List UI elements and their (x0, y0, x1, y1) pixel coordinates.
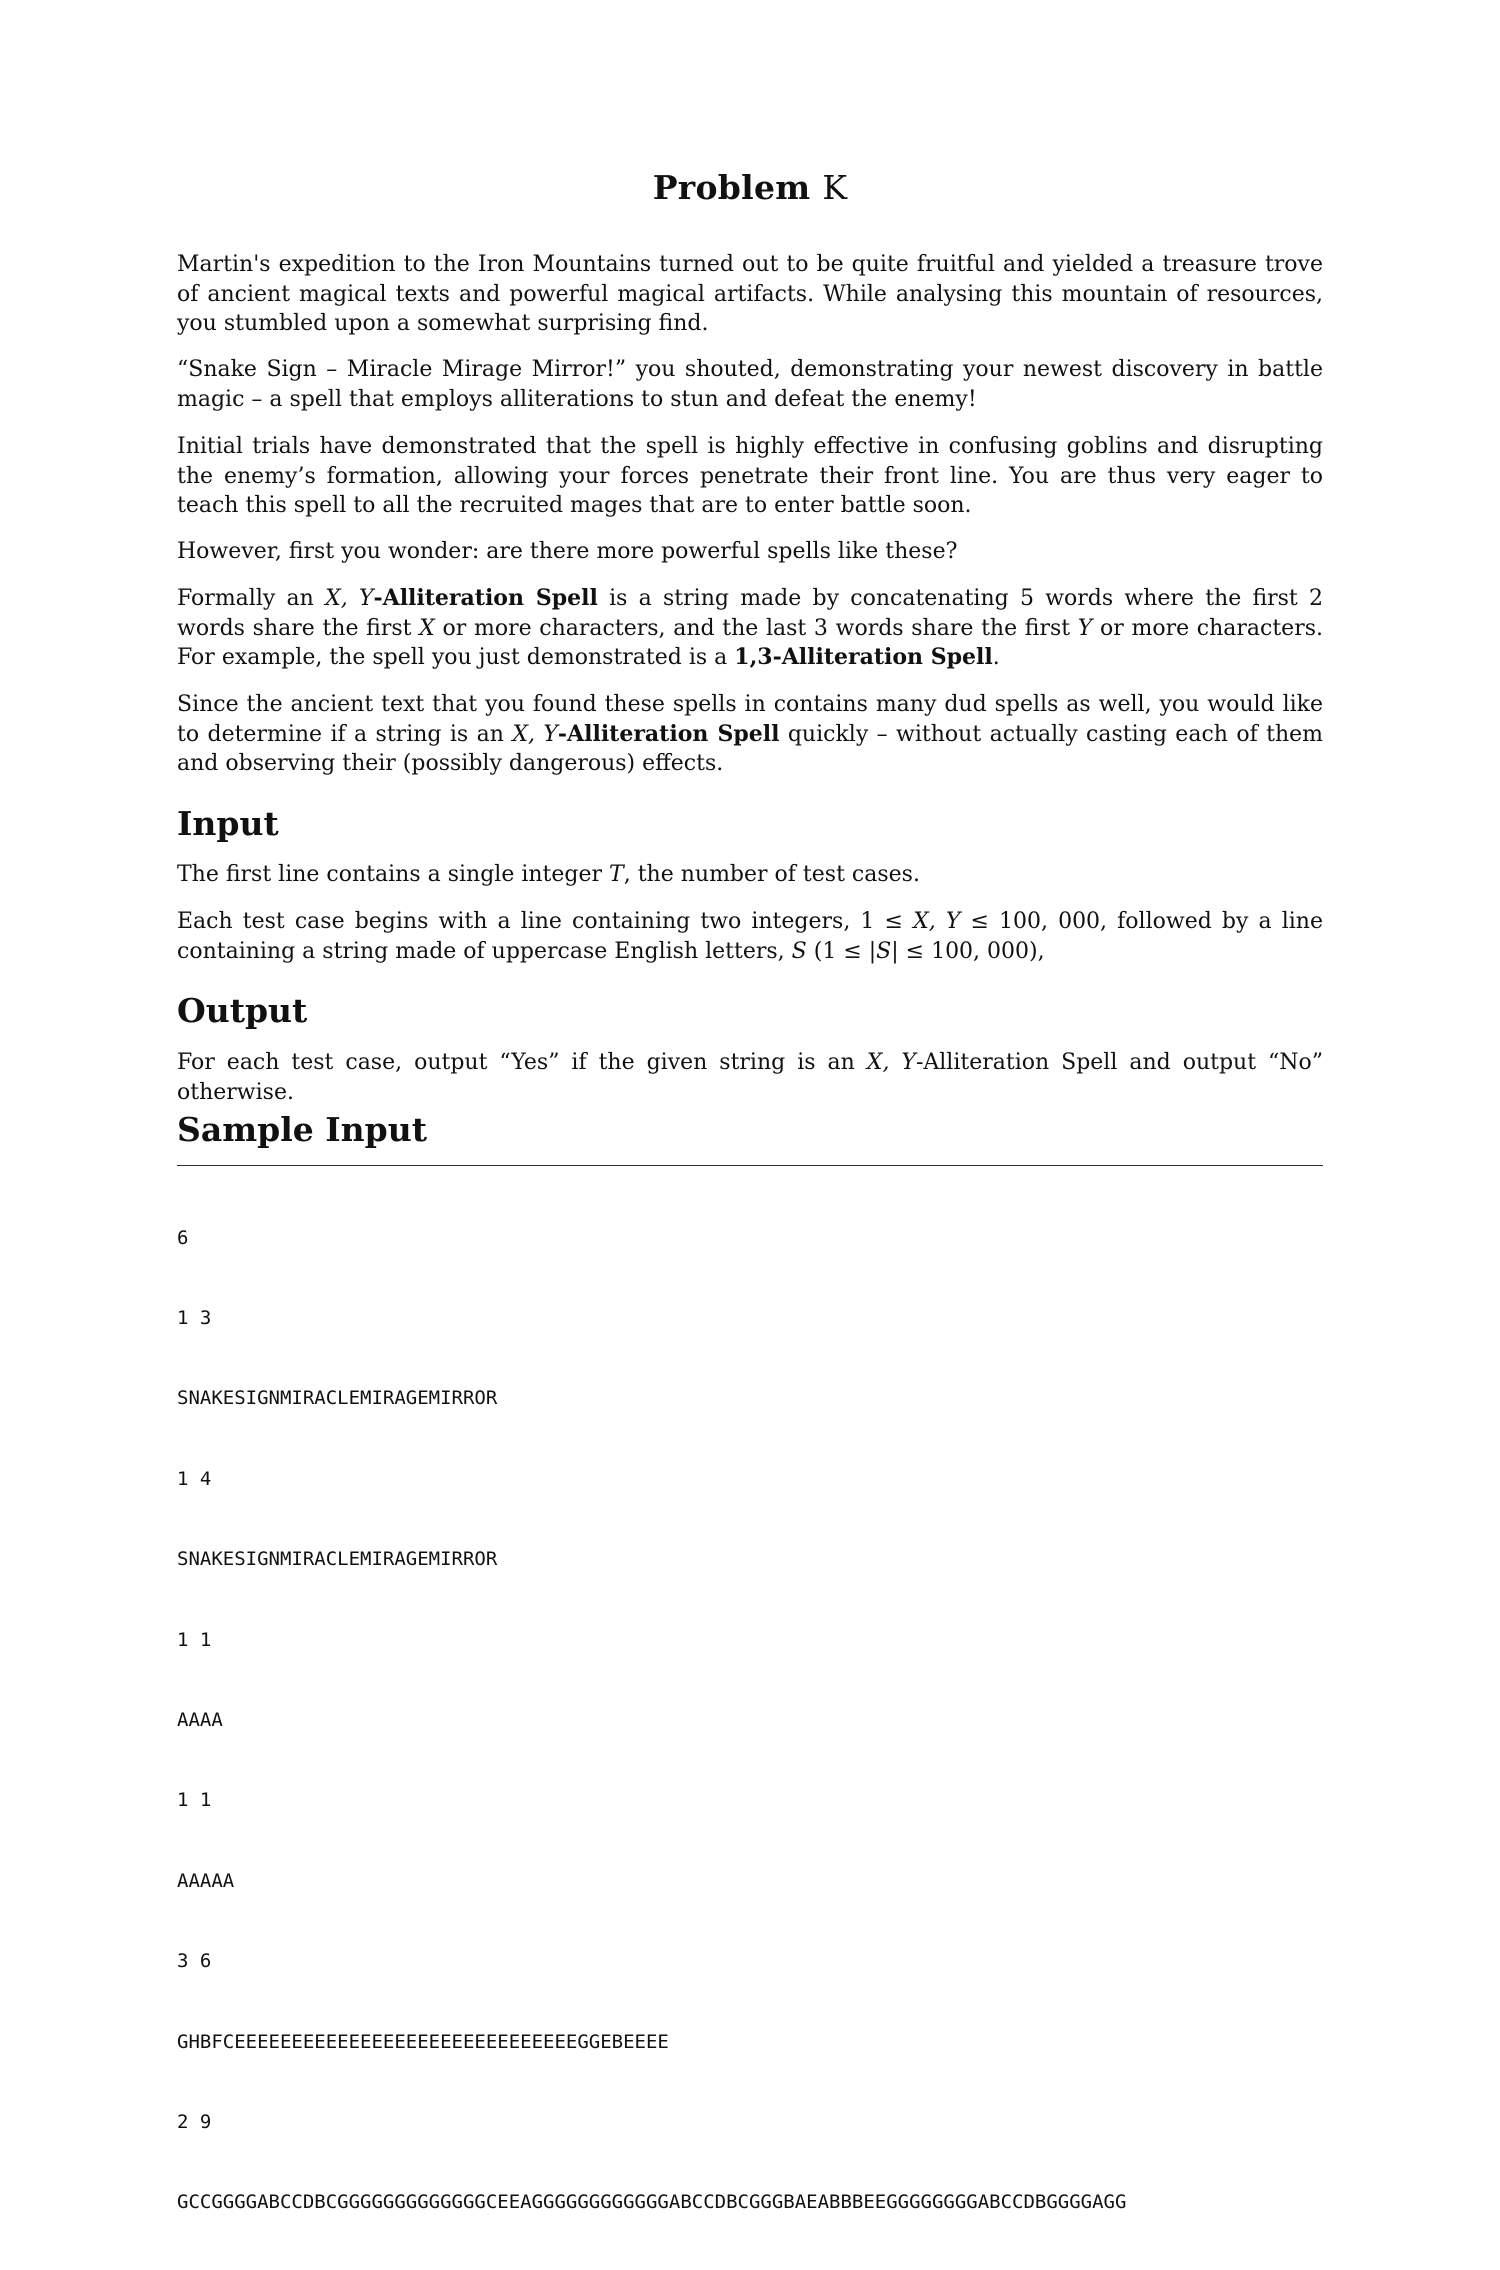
sample-input-line: 1 1 (177, 1628, 212, 1651)
input-p2-s: S (791, 938, 807, 964)
task-text-a: Since the ancient text that you found these spells in contains many dud spells as well, you would like to determine if a string is an (177, 692, 1323, 747)
input-p2-s2: S (876, 938, 892, 964)
input-p2-text-c: (1 ≤ | (806, 938, 877, 964)
output-heading: Output (177, 991, 308, 1030)
story-paragraph-4: However, first you wonder: are there more powerful spells like these? (177, 539, 958, 564)
sample-input-heading: Sample Input (177, 1110, 427, 1149)
input-paragraph-2 (177, 907, 1323, 966)
sample-input-line: 1 1 (177, 1789, 212, 1812)
definition-y: Y (1077, 615, 1093, 641)
sample-input-line: SNAKESIGNMIRACLEMIRAGEMIRROR (177, 1387, 498, 1410)
input-p2-xy: X, Y (913, 909, 961, 934)
definition-example: 1,3-Alliteration Spell (734, 644, 993, 670)
definition-text-e: . (992, 645, 1000, 670)
sample-input-line: 3 6 (177, 1950, 212, 1973)
story-paragraph-3: Initial trials have demonstrated that the spell is highly effective in confusing goblins and disrupting the enemy’s formation, allowing your forces penetrate their front line. You are thus very eager to teach this spell to all the recruited mages that are to enter battle soon. (177, 434, 1323, 518)
sample-input-line: GHBFCEEEEEEEEEEEEEEEEEEEEEEEEEEEEEEGGEBEEEE (177, 2030, 669, 2053)
task-term: -Alliteration Spell (557, 720, 780, 747)
sample-input-rule (177, 1165, 1323, 1166)
definition-paragraph (177, 584, 1323, 673)
input-heading: Input (177, 804, 279, 843)
definition-term: -Alliteration Spell (373, 585, 598, 611)
sample-input-line: AAAA (177, 1708, 223, 1731)
sample-input-line: AAAAA (177, 1869, 235, 1892)
sample-input-line: GCCGGGGABCCDBCGGGGGGGGGGGGGCEEAGGGGGGGGGGGGABCCDBCGGGBAEABBBEEGGGGGGGGABCCDBGGGGAGG (177, 2191, 1127, 2214)
input-p1-t: T (609, 862, 624, 887)
sample-input-line: 2 9 (177, 2110, 212, 2133)
input-p1-text-b: , the number of test cases. (623, 862, 920, 887)
sample-input-line: 1 4 (177, 1467, 212, 1490)
definition-text-b: is a string made by concatenating 5 words where the first 2 words share the first (177, 586, 1324, 641)
task-paragraph (177, 690, 1323, 779)
input-paragraph-1 (177, 860, 1323, 890)
sample-input-line: SNAKESIGNMIRACLEMIRAGEMIRROR (177, 1548, 498, 1571)
story-paragraph-1: Martin's expedition to the Iron Mountains turned out to be quite fruitful and yielded a treasure trove of ancient magical texts and powerful magical artifacts. While analysing this mountain of resources, you stumbled upon a somewhat surprising find. (177, 252, 1323, 336)
definition-xy: X, Y (325, 586, 374, 611)
input-p2-text-d: | ≤ 100, 000), (891, 938, 1045, 964)
problem-title (177, 168, 1323, 207)
output-xy: X, Y (866, 1050, 916, 1075)
definition-x: X (419, 615, 435, 641)
problem-title-letter: K (822, 168, 848, 207)
output-paragraph (177, 1048, 1323, 1107)
definition-text-a: Formally an (177, 586, 326, 611)
input-p2-text-b: ≤ 100, 000, followed by a line containing a string made of uppercase English letters, (177, 909, 1323, 964)
output-text-b: -Alliteration Spell and output “No” otherwise. (177, 1050, 1324, 1105)
task-xy: X, Y (512, 721, 558, 747)
problem-title-word: Problem (652, 168, 811, 207)
sample-input-line: 6 (177, 1226, 189, 1249)
input-p2-text-a: Each test case begins with a line containing two integers, 1 ≤ (177, 909, 914, 934)
definition-text-d: or more characters. For example, the spell you just demonstrated is a (177, 615, 1324, 670)
sample-input-line: 1 3 (177, 1306, 212, 1329)
definition-text-c: or more characters, and the last 3 words share the first (434, 615, 1078, 641)
output-text-a: For each test case, output “Yes” if the given string is an (177, 1050, 867, 1075)
story-paragraph-2: “Snake Sign – Miracle Mirage Mirror!” you shouted, demonstrating your newest discovery in battle magic – a spell that employs alliterations to stun and defeat the enemy! (177, 357, 1323, 412)
task-text-b: quickly – without actually casting each of them and observing their (possibly dangerous) effects. (177, 721, 1324, 776)
input-p1-text-a: The first line contains a single integer (177, 862, 610, 887)
sample-input-block (177, 1171, 1323, 2270)
